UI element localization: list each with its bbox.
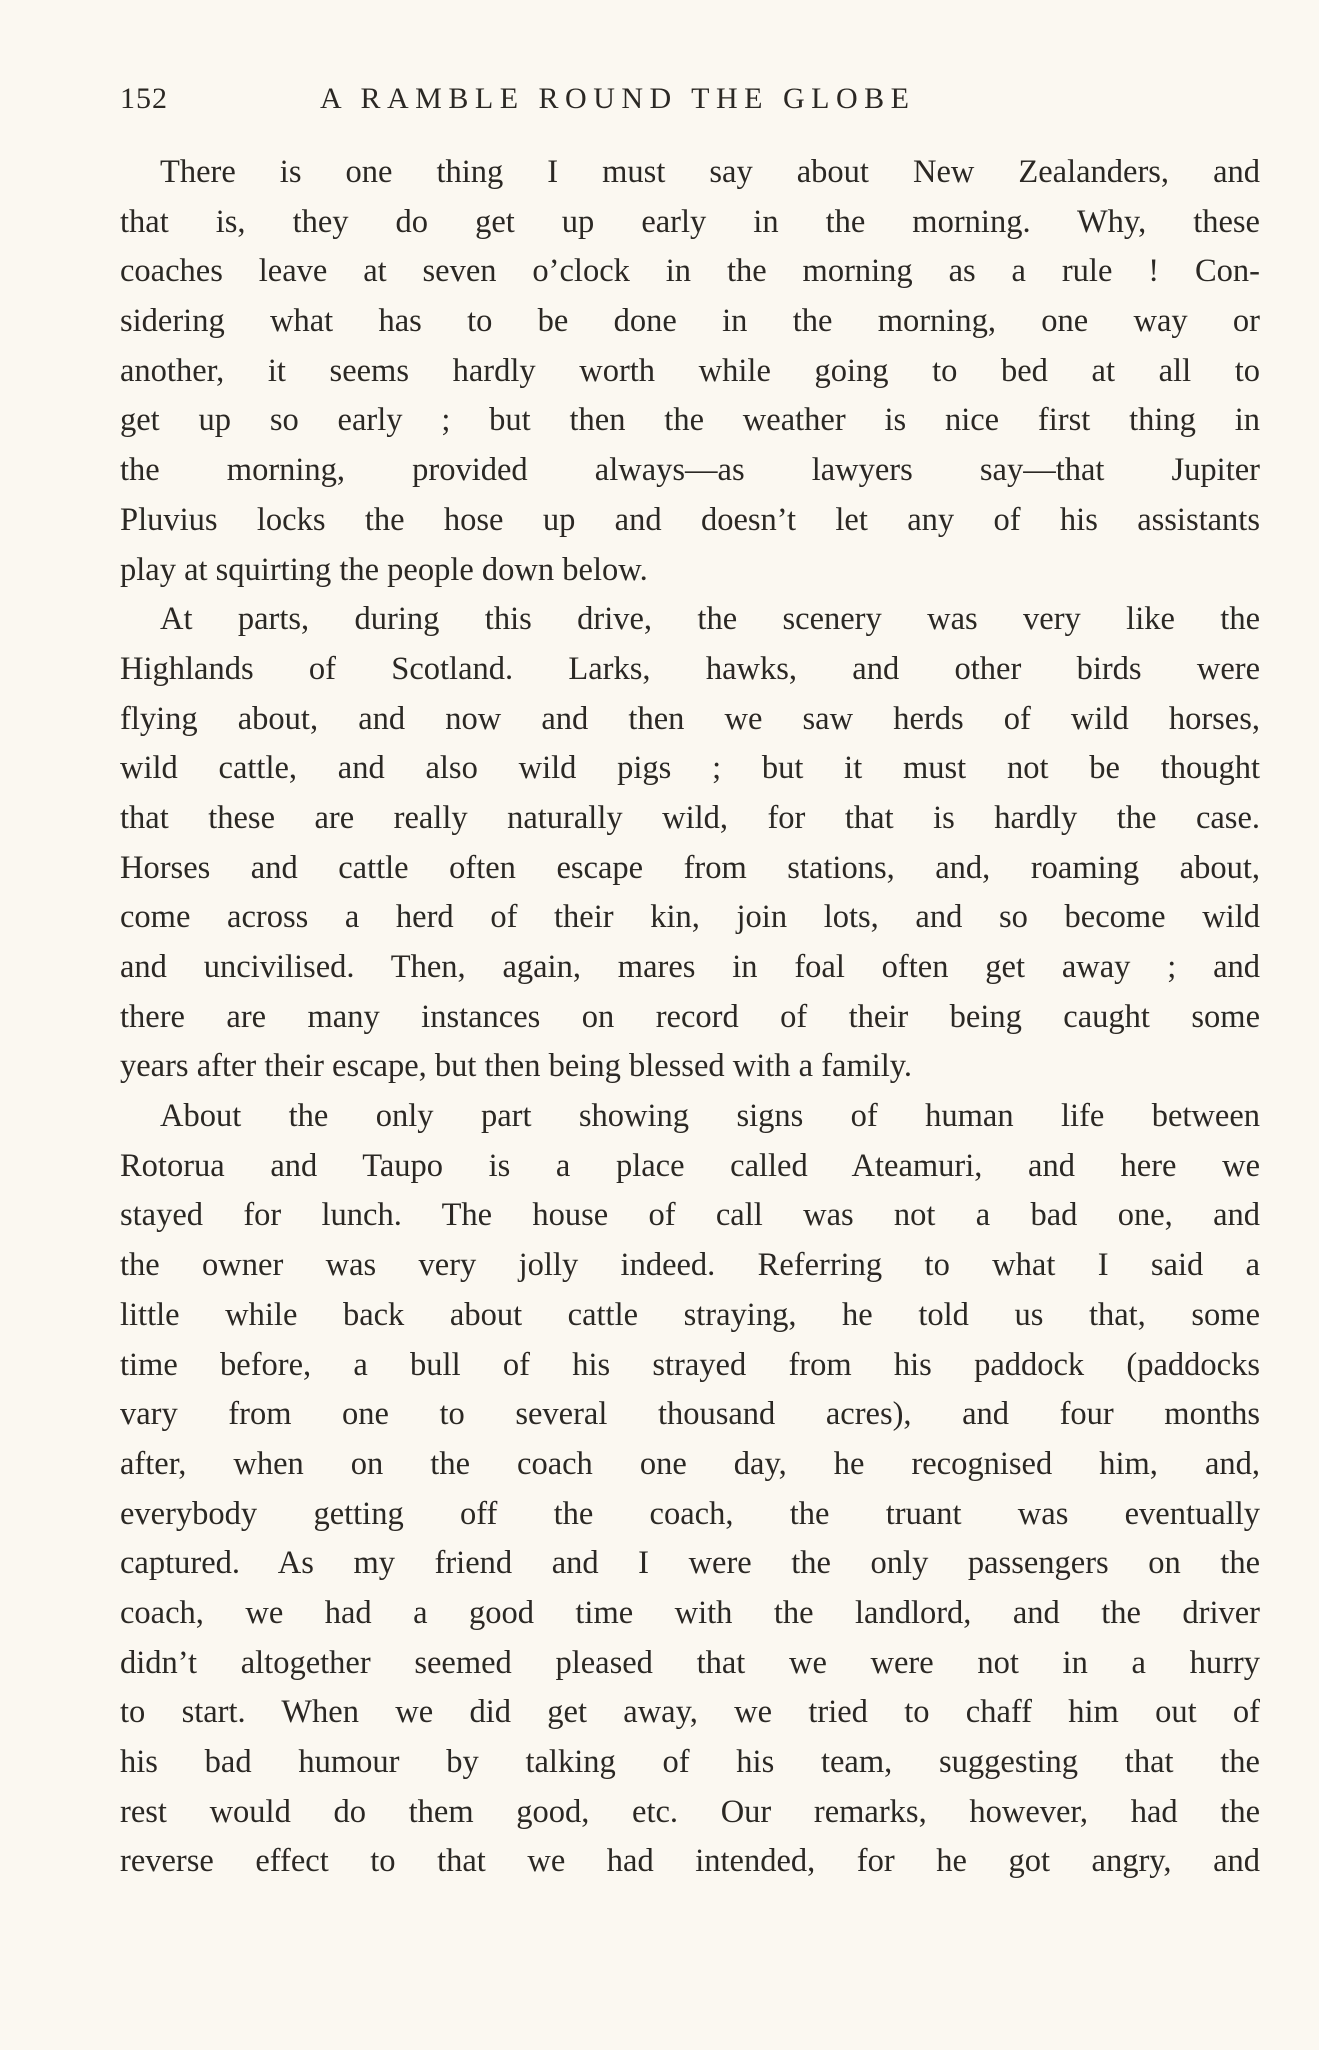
text-line: Highlands of Scotland. Larks, hawks, and other birds were <box>120 650 1260 687</box>
text-line: About the only part showing signs of human life between <box>160 1098 1260 1135</box>
text-line: time before, a bull of his strayed from his paddock (paddocks <box>120 1346 1260 1383</box>
text-line: there are many instances on record of their being caught some <box>120 998 1260 1035</box>
text-line: little while back about cattle straying, he told us that, some <box>120 1296 1260 1333</box>
text-line: rest would do them good, etc. Our remarks, however, had the <box>120 1793 1260 1830</box>
text-line: another, it seems hardly worth while going to bed at all to <box>120 352 1260 389</box>
text-line: wild cattle, and also wild pigs ; but it must not be thought <box>120 750 1260 787</box>
text-line: that these are really naturally wild, for that is hardly the case. <box>120 799 1260 836</box>
text-line: play at squirting the people down below. <box>120 551 648 588</box>
text-line: Horses and cattle often escape from stations, and, roaming about, <box>120 849 1260 886</box>
text-line: the owner was very jolly indeed. Referring to what I said a <box>120 1247 1260 1284</box>
text-line: after, when on the coach one day, he recognised him, and, <box>120 1445 1260 1482</box>
text-line: everybody getting off the coach, the truant was eventually <box>120 1495 1260 1532</box>
text-line: the morning, provided always—as lawyers say—that Jupiter <box>120 452 1260 489</box>
text-line: and uncivilised. Then, again, mares in foal often get away ; and <box>120 949 1260 985</box>
running-title: A RAMBLE ROUND THE GLOBE <box>320 82 916 115</box>
text-line: vary from one to several thousand acres), and four months <box>120 1396 1260 1433</box>
text-line: years after their escape, but then being blessed with a family. <box>120 1048 913 1085</box>
text-line: Pluvius locks the hose up and doesn’t let any of his assistants <box>120 501 1260 538</box>
text-line: get up so early ; but then the weather is nice first thing in <box>120 402 1260 439</box>
body-text <box>120 148 1260 1887</box>
text-line: Rotorua and Taupo is a place called Ateamuri, and here we <box>120 1147 1260 1184</box>
text-line: his bad humour by talking of his team, suggesting that the <box>120 1744 1260 1780</box>
text-line: coach, we had a good time with the landlord, and the driver <box>120 1594 1260 1631</box>
text-line: stayed for lunch. The house of call was not a bad one, and <box>120 1197 1260 1234</box>
text-line: There is one thing I must say about New Zealanders, and <box>160 154 1260 190</box>
text-line: didn’t altogether seemed pleased that we were not in a hurry <box>120 1644 1260 1681</box>
text-line: sidering what has to be done in the morning, one way or <box>120 303 1260 340</box>
text-line: flying about, and now and then we saw herds of wild horses, <box>120 700 1260 737</box>
page-header <box>120 82 1260 122</box>
text-line: reverse effect to that we had intended, for he got angry, and <box>120 1843 1260 1880</box>
text-line: come across a herd of their kin, join lots, and so become wild <box>120 899 1260 936</box>
text-line: captured. As my friend and I were the only passengers on the <box>120 1545 1260 1582</box>
text-line: coaches leave at seven o’clock in the morning as a rule ! Con- <box>120 253 1260 290</box>
page-number: 152 <box>120 82 168 115</box>
text-line: to start. When we did get away, we tried to chaff him out of <box>120 1694 1260 1731</box>
text-line: At parts, during this drive, the scenery was very like the <box>160 601 1260 638</box>
text-line: that is, they do get up early in the morning. Why, these <box>120 203 1260 240</box>
